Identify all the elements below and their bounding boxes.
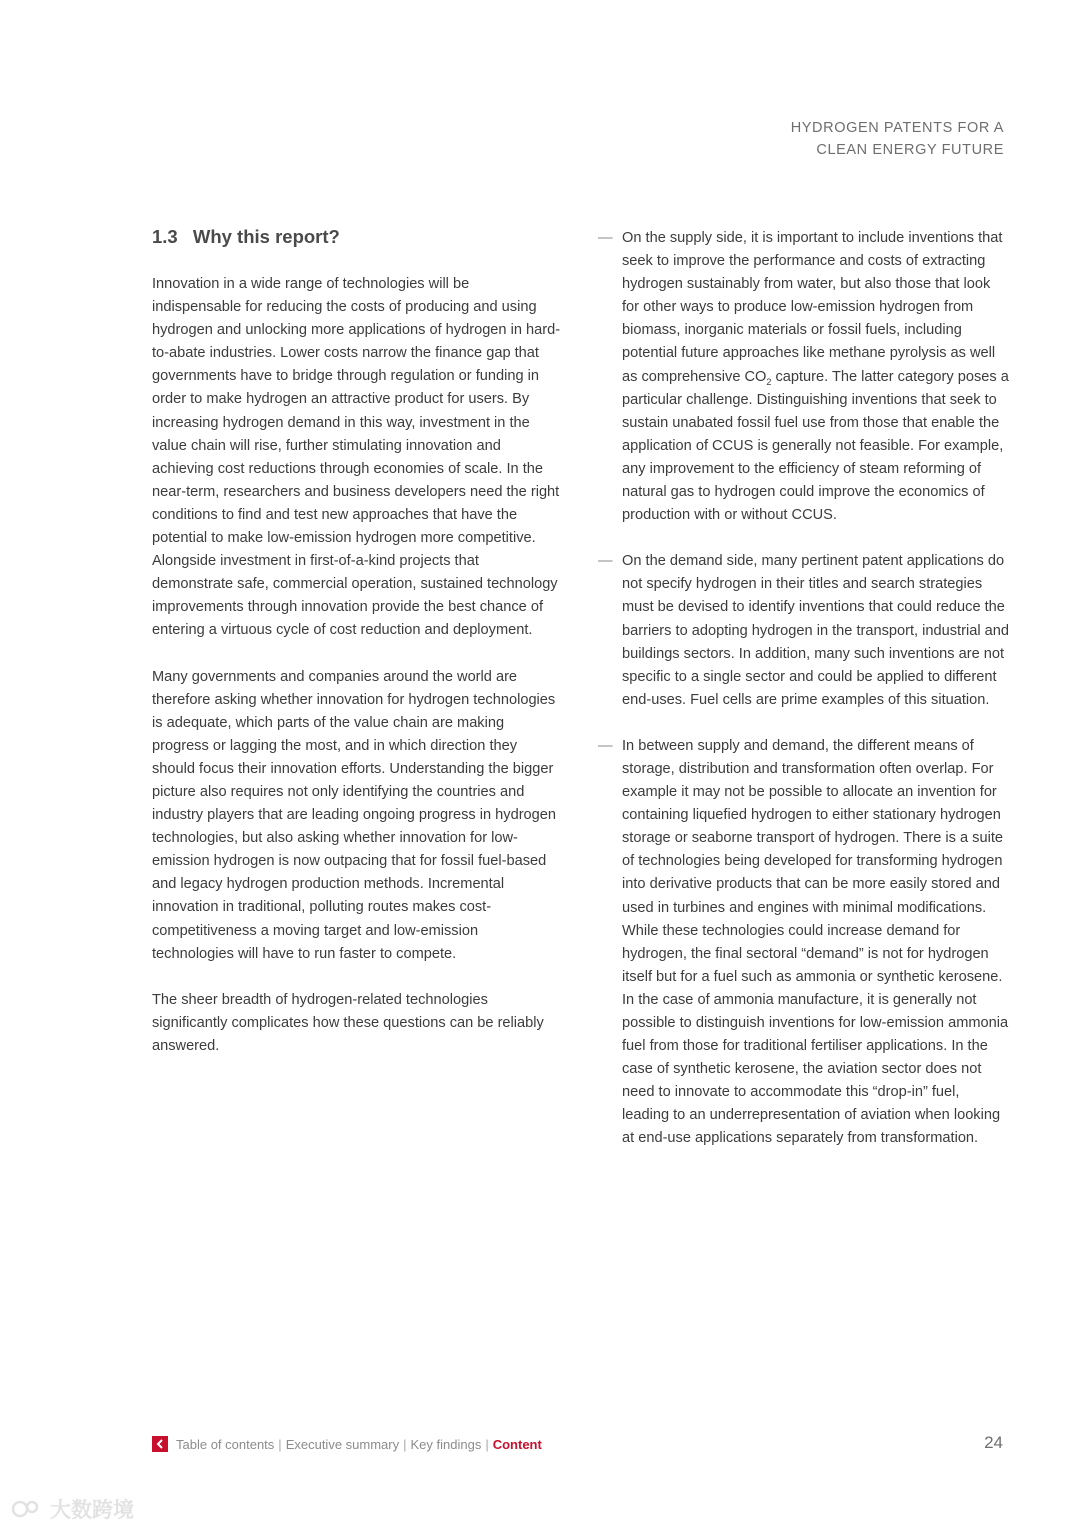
watermark [10, 1494, 134, 1524]
section-title: Why this report? [192, 226, 340, 247]
bullet-supply-text: On the supply side, it is important to include inventions that seek to improve the performance and costs of extracting hydrogen sustainably from water, but also those that look for other ways to produce low-emission hydrogen from biomass, inorganic materials or fossil fuels, including potential future approaches like methane pyrolysis as well as comprehensive $CO_2$ capture. The latter category poses a particular challenge. Distinguishing inventions that seek to sustain unabated fossil fuel use from those that enable the application of CCUS is generally not feasible. For example, any improvement to the efficiency of steam reforming of natural gas to hydrogen could improve the economics of production with or without CCUS. [622, 230, 1009, 524]
bullet-between [598, 735, 1010, 1151]
page-number: 24 [984, 1433, 1003, 1452]
header-line-1: HYDROGEN PATENTS FOR A [790, 120, 1004, 136]
footer-link-table-of-contents[interactable]: Table of contents [176, 1436, 275, 1452]
section-heading [152, 224, 562, 250]
footer-link-content[interactable]: Content [492, 1436, 542, 1452]
section-number: 1.3 [152, 226, 178, 247]
footer-link-key-findings[interactable]: Key findings [410, 1436, 482, 1452]
co2-subscript: 2 [766, 376, 772, 387]
paragraph-breadth: The sheer breadth of hydrogen-related technologies significantly complicates how these questions can be reliably answered. [152, 991, 544, 1054]
footer-separator: | [485, 1436, 489, 1452]
footer-link-executive-summary[interactable]: Executive summary [285, 1436, 400, 1452]
paragraph-innovation: Innovation in a wide range of technologies will be indispensable for reducing the costs of producing and using hydrogen and unlocking more applications of hydrogen in hard-to-abate industries. Lower costs narrow the finance gap that governments have to bridge through regulation or funding in order to make hydrogen an attractive product for users. By increasing hydrogen demand in this way, investment in the value chain will rise, further stimulating innovation and achieving cost reductions through economies of scale. In the near-term, researchers and business developers need the right conditions to find and test new approaches that have the potential to make low-emission hydrogen more competitive. Alongside investment in first-of-a-kind projects that demonstrate safe, commercial operation, sustained technology improvements through innovation provide the best chance of entering a virtuous cycle of cost reduction and deployment. [152, 276, 561, 639]
footer-separator: | [278, 1436, 282, 1452]
right-column [598, 227, 1010, 1174]
bullet-dash: — [598, 737, 613, 754]
left-column [152, 224, 562, 1081]
bullet-supply [598, 227, 1010, 527]
bullet-dash: — [598, 553, 613, 570]
bullet-dash: — [598, 230, 613, 246]
paragraph-governments: Many governments and companies around the world are therefore asking whether innovation for hydrogen technologies is adequate, which parts of the value chain are making progress or lagging the most, and in which direction they should focus their innovation efforts. Understanding the bigger picture also requires not only identifying the countries and industry players that are leading ongoing progress in hydrogen technologies, but also asking whether innovation for low-emission hydrogen is now outpacing that for fossil fuel-based and legacy hydrogen production methods. Incremental innovation in traditional, polluting routes makes cost-competitiveness a moving target and low-emission technologies will have to run faster to compete. [152, 668, 557, 962]
watermark-logo-icon [10, 1499, 44, 1519]
header-line-2: CLEAN ENERGY FUTURE [816, 142, 1004, 158]
bullet-demand-text: On the demand side, many pertinent patent applications do not specify hydrogen in their titles and search strategies must be devised to identify inventions that could reduce the barriers to adopting hydrogen in the transport, industrial and buildings sectors. In addition, many such inventions are not specific to a single sector and could be applied to different end-uses. Fuel cells are prime examples of this situation. [622, 553, 1009, 708]
footer-nav [152, 1436, 542, 1452]
back-arrow-icon[interactable] [152, 1436, 168, 1452]
bullet-between-text: In between supply and demand, the different means of storage, distribution and transformation often overlap. For example it may not be possible to allocate an invention for containing liquefied hydrogen to either stationary hydrogen storage or seaborne transport of hydrogen. There is a suite of technologies being developed for transforming hydrogen into derivative products that can be more easily stored and used in turbines and engines with minimal modifications. While these technologies could increase demand for hydrogen, the final sectoral “demand” is not for hydrogen itself but for a fuel such as ammonia or synthetic kerosene. In the case of ammonia manufacture, it is generally not possible to distinguish inventions for low-emission ammonia fuel from those for traditional fertiliser applications. In the case of synthetic kerosene, the aviation sector does not need to innovate to accommodate this “drop-in” fuel, leading to an underrepresentation of aviation when looking at end-use applications separately from transformation. [622, 737, 1009, 1147]
watermark-text: 大数跨境 [50, 1499, 134, 1522]
bullet-demand [598, 550, 1010, 712]
footer-separator: | [403, 1436, 407, 1452]
running-header [791, 117, 1004, 161]
